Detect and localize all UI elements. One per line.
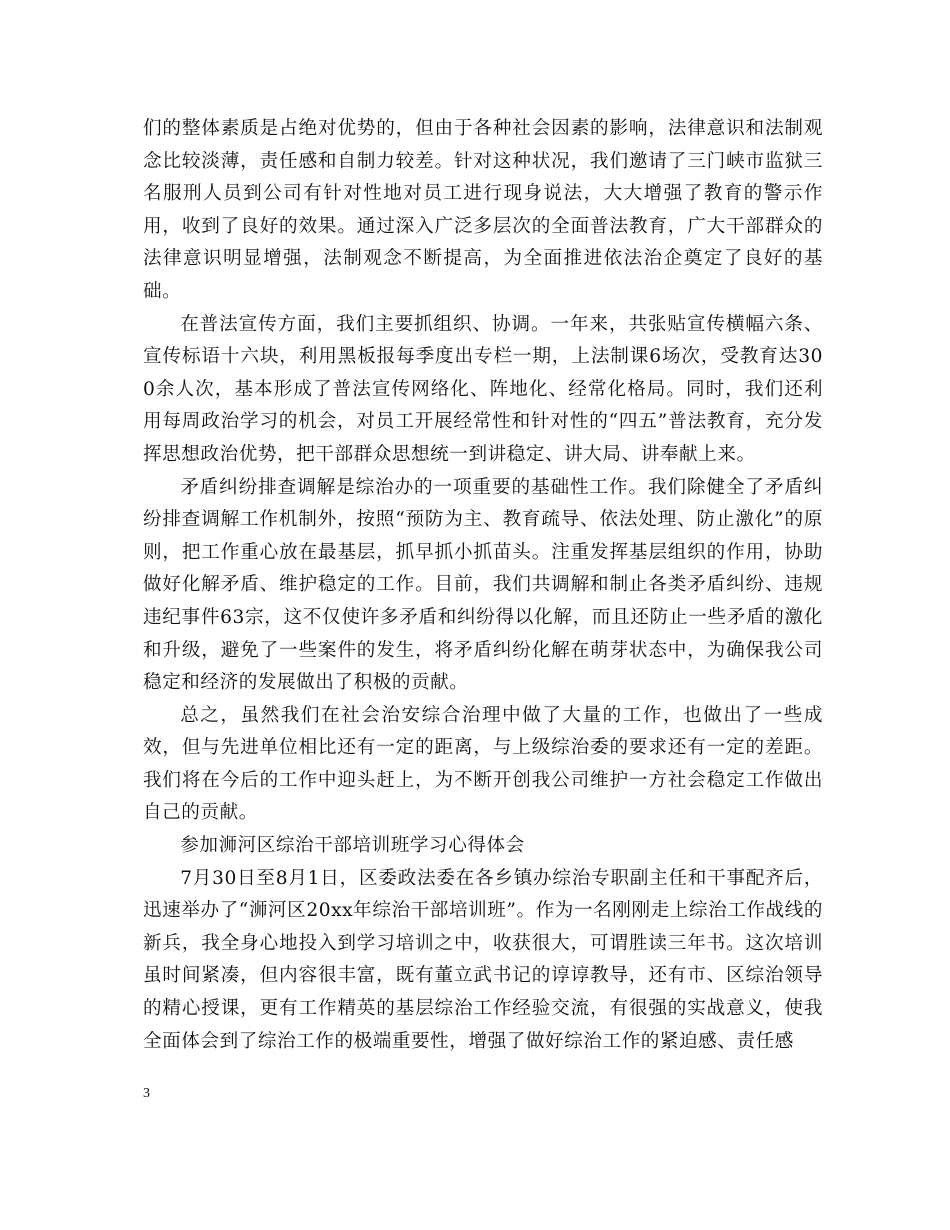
paragraph-dispute-mediation: 矛盾纠纷排查调解是综治办的一项重要的基础性工作。我们除健全了矛盾纠纷排查调解工作机制外，按照“预防为主、教育疏导、依法处理、防止激化”的原则，把工作重心放在最基层，抓早抓小抓苗头。注重发挥基层组织的作用，协助做好化解矛盾、维护稳定的工作。目前，我们共调解和制止各类矛盾纠纷、违规违纪事件63宗，这不仅使许多矛盾和纠纷得以化解，而且还防止一些矛盾的激化和升级，避免了一些案件的发生，将矛盾纠纷化解在萌芽状态中，为确保我公司稳定和经济的发展做出了积极的贡献。 [143, 476, 823, 694]
section-heading: 参加浉河区综治干部培训班学习心得体会 [180, 835, 525, 857]
paragraph-training: 7月30日至8月1日，区委政法委在各乡镇办综治专职副主任和干事配齐后，迅速举办了“浉河区20xx年综治干部培训班”。作为一名刚刚走上综治工作战线的新兵，我全身心地投入到学习培训之中，收获很大，可谓胜读三年书。这次培训虽时间紧凑，但内容很丰富，既有董立武书记的谆谆教导，还有市、区综治领导的精心授课，更有工作精英的基层综治工作经验交流，有很强的实战意义，使我全面体会到了综治工作的极端重要性，增强了做好综治工作的紧迫感、责任感 [143, 867, 823, 1052]
page-number: 3 [143, 1086, 150, 1101]
paragraph-legal-publicity: 在普法宣传方面，我们主要抓组织、协调。一年来，共张贴宣传横幅六条、宣传标语十六块，利用黑板报每季度出专栏一期，上法制课6场次，受教育达300余人次，基本形成了普法宣传网络化、阵地化、经常化格局。同时，我们还利用每周政治学习的机会，对员工开展经常性和针对性的“四五”普法教育，充分发挥思想政治优势，把干部群众思想统一到讲稳定、讲大局、讲奉献上来。 [143, 313, 823, 465]
paragraph-continuation: 们的整体素质是占绝对优势的，但由于各种社会因素的影响，法律意识和法制观念比较淡薄，责任感和自制力较差。针对这种状况，我们邀请了三门峡市监狱三名服刑人员到公司有针对性地对员工进行现身说法，大大增强了教育的警示作用，收到了良好的效果。通过深入广泛多层次的全面普法教育，广大干部群众的法律意识明显增强，法制观念不断提高，为全面推进依法治企奠定了良好的基础。 [143, 118, 823, 302]
paragraph-summary: 总之，虽然我们在社会治安综合治理中做了大量的工作，也做出了一些成效，但与先进单位相比还有一定的距离，与上级综治委的要求还有一定的差距。我们将在今后的工作中迎头赶上，为不断开创我公司维护一方社会稳定工作做出自己的贡献。 [143, 704, 823, 824]
document-body [143, 113, 823, 1058]
